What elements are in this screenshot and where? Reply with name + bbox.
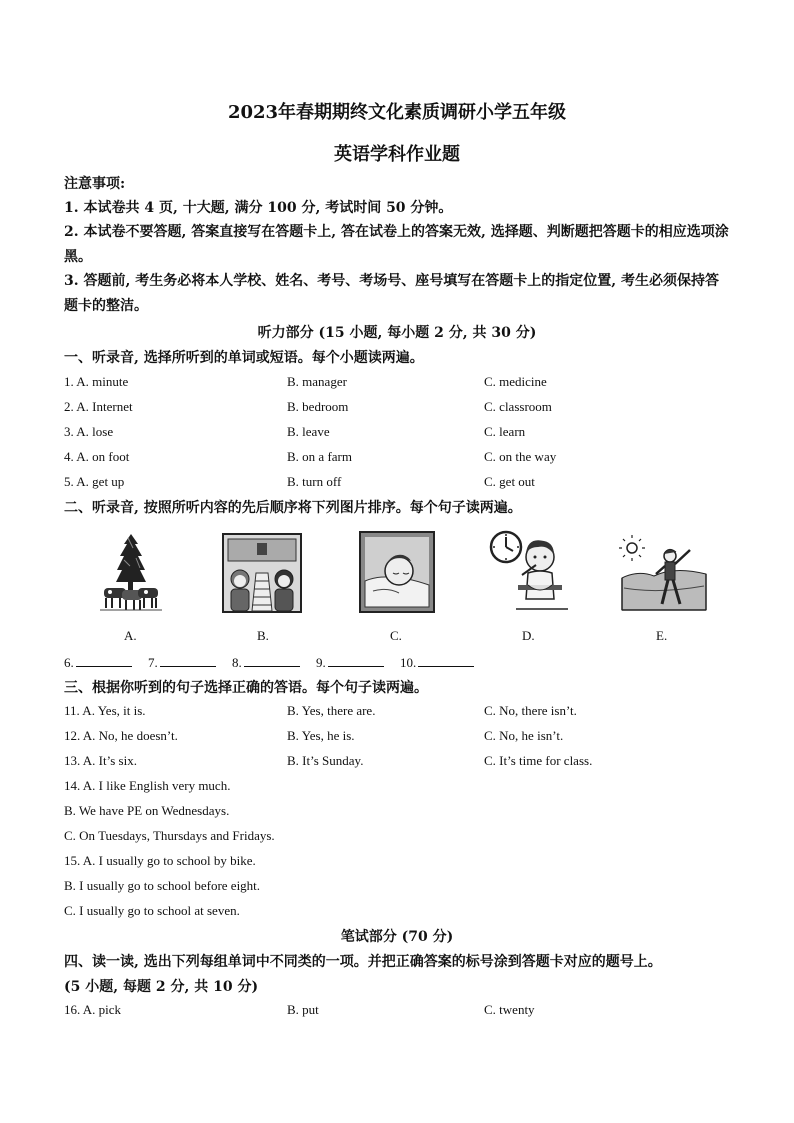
- q5-option-b: B. turn off: [287, 474, 342, 489]
- q3-option-b: B. leave: [287, 424, 330, 439]
- sleeping-person-icon: [359, 531, 435, 613]
- note-item-2: 2. 本试卷不要答题, 答案直接写在答题卡上, 答在试卷上的答案无效, 选择题、判断题把答题卡的相应选项涂黑。: [64, 224, 729, 265]
- q15-option-c: C. I usually go to school at seven.: [64, 903, 240, 918]
- q12-option-c: C. No, he isn’t.: [484, 728, 564, 743]
- q14-option-a: 14. A. I like English very much.: [64, 778, 231, 793]
- blank-line[interactable]: [328, 654, 384, 667]
- section2-title: 二、听录音, 按照所听内容的先后顺序将下列图片排序。每个句子读两遍。: [64, 500, 522, 516]
- q12-option-a: 12. A. No, he doesn’t.: [64, 728, 178, 743]
- q5-option-a: 5. A. get up: [64, 474, 125, 489]
- q3-option-a: 3. A. lose: [64, 424, 114, 439]
- q1-option-c: C. medicine: [484, 374, 547, 389]
- q15-option-a: 15. A. I usually go to school by bike.: [64, 853, 256, 868]
- q4-option-c: C. on the way: [484, 449, 557, 464]
- section1-title: 一、听录音, 选择所听到的单词或短语。每个小题读两遍。: [64, 350, 424, 366]
- two-people-stairs-icon: [222, 533, 302, 613]
- picture-label-a: A.: [124, 628, 137, 643]
- q14-option-b: B. We have PE on Wednesdays.: [64, 803, 230, 818]
- picture-label-c: C.: [390, 628, 402, 643]
- q11-option-a: 11. A. Yes, it is.: [64, 703, 146, 718]
- page-title: 2023年春期期终文化素质调研小学五年级: [227, 102, 567, 123]
- picture-label-b: B.: [257, 628, 269, 643]
- section4-subtitle: (5 小题, 每题 2 分, 共 10 分): [64, 979, 259, 995]
- q2-option-c: C. classroom: [484, 399, 552, 414]
- blank-line[interactable]: [76, 654, 132, 667]
- section3-title: 三、根据你听到的句子选择正确的答语。每个句子读两遍。: [64, 680, 428, 696]
- person-exercising-icon: [618, 534, 710, 614]
- blank-line[interactable]: [418, 654, 474, 667]
- q5-option-c: C. get out: [484, 474, 535, 489]
- q12-option-b: B. Yes, he is.: [287, 728, 355, 743]
- clock-person-eating-icon: [488, 529, 570, 615]
- q13-option-a: 13. A. It’s six.: [64, 753, 137, 768]
- q13-option-b: B. It’s Sunday.: [287, 753, 364, 768]
- answer-blank-7[interactable]: [148, 654, 216, 671]
- blank-number: 6.: [64, 655, 74, 670]
- notes-heading: 注意事项:: [64, 176, 126, 192]
- q14-option-c: C. On Tuesdays, Thursdays and Fridays.: [64, 828, 275, 843]
- tree-with-cows-icon: [100, 530, 162, 612]
- q11-option-c: C. No, there isn’t.: [484, 703, 577, 718]
- q16-option-b: B. put: [287, 1002, 319, 1017]
- answer-blank-10[interactable]: [400, 654, 474, 671]
- q11-option-b: B. Yes, there are.: [287, 703, 376, 718]
- q16-option-a: 16. A. pick: [64, 1002, 122, 1017]
- blank-line[interactable]: [244, 654, 300, 667]
- q2-option-b: B. bedroom: [287, 399, 349, 414]
- q16-option-c: C. twenty: [484, 1002, 535, 1017]
- blank-number: 10.: [400, 655, 417, 670]
- q1-option-b: B. manager: [287, 374, 347, 389]
- listening-header: 听力部分 (15 小题, 每小题 2 分, 共 30 分): [257, 325, 537, 341]
- q4-option-b: B. on a farm: [287, 449, 352, 464]
- section4-title: 四、读一读, 选出下列每组单词中不同类的一项。并把正确答案的标号涂到答题卡对应的题号上。: [64, 954, 662, 970]
- q2-option-a: 2. A. Internet: [64, 399, 133, 414]
- q4-option-a: 4. A. on foot: [64, 449, 130, 464]
- blank-number: 8.: [232, 655, 242, 670]
- blank-line[interactable]: [160, 654, 216, 667]
- q13-option-c: C. It’s time for class.: [484, 753, 593, 768]
- writing-header: 笔试部分 (70 分): [340, 929, 454, 945]
- q15-option-b: B. I usually go to school before eight.: [64, 878, 261, 893]
- answer-blank-6[interactable]: [64, 654, 132, 671]
- q1-option-a: 1. A. minute: [64, 374, 129, 389]
- blank-number: 9.: [316, 655, 326, 670]
- page-subtitle: 英语学科作业题: [334, 144, 460, 165]
- note-item-3: 3. 答题前, 考生务必将本人学校、姓名、考号、考场号、座号填写在答题卡上的指定位置, 考生必须保持答题卡的整洁。: [64, 273, 719, 314]
- blank-number: 7.: [148, 655, 158, 670]
- note-item-1: 1. 本试卷共 4 页, 十大题, 满分 100 分, 考试时间 50 分钟。: [64, 200, 453, 216]
- answer-blank-9[interactable]: [316, 654, 384, 671]
- q3-option-c: C. learn: [484, 424, 526, 439]
- answer-blank-8[interactable]: [232, 654, 300, 671]
- picture-label-d: D.: [522, 628, 535, 643]
- picture-label-e: E.: [656, 628, 668, 643]
